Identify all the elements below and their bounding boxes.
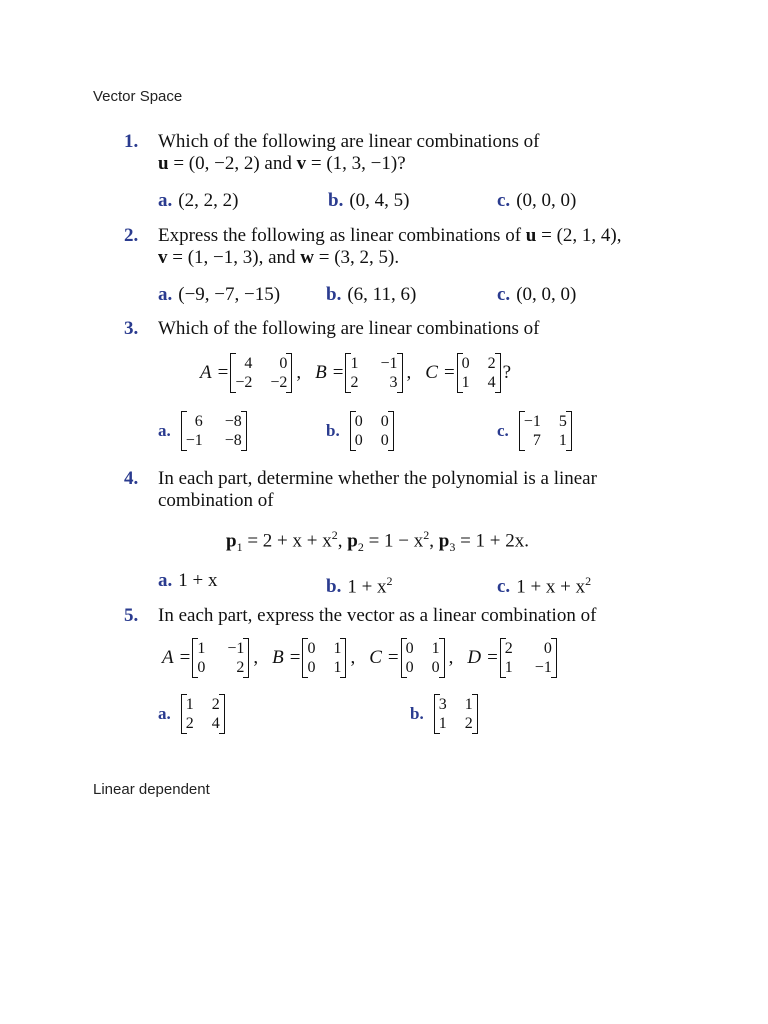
q5-matrix-A-name: A (162, 647, 174, 668)
matrix-cell: 3 (389, 374, 398, 391)
q3-option-a-label: a. (158, 421, 171, 440)
matrix-cell: 6 (194, 413, 203, 430)
q2-text-line2 (158, 247, 399, 269)
q1-option-a-label: a. (158, 190, 173, 211)
matrix-cell: 1 (185, 696, 194, 713)
q4-option-b-label: b. (326, 576, 342, 598)
q4-option-b (326, 570, 393, 598)
matrix-cell: 7 (532, 432, 541, 449)
q4-p2-eq: = 1 − x (363, 530, 424, 552)
q1-option-b-text: (0, 4, 5) (349, 190, 410, 211)
q4-p2-exp: 2 (423, 528, 430, 542)
q4-option-a (158, 570, 217, 592)
q5-matrix-D (500, 638, 557, 678)
q3-option-a (158, 411, 249, 451)
q5-option-a-label: a. (158, 704, 171, 723)
matrix-cell: 0 (405, 659, 414, 676)
q2-text: Express the following as linear combinations of (158, 225, 526, 246)
matrix-cell: 0 (431, 659, 440, 676)
q1-option-b-label: b. (328, 190, 344, 211)
q3-comma-A: , (296, 362, 302, 383)
q4-option-c-text: 1 + x + x (516, 576, 586, 598)
matrix-cell: 2 (236, 659, 245, 676)
q2-option-c (497, 284, 576, 306)
matrix-cell: −1 (534, 659, 552, 676)
q3-matrix-equation (200, 353, 511, 393)
q5-option-a-matrix (181, 694, 225, 734)
q3-option-c-matrix (519, 411, 572, 451)
q3-matrix-B-name: B (315, 362, 327, 383)
q4-p1-label: p (226, 530, 237, 552)
q2-u-eq: = (2, 1, 4), (536, 225, 622, 246)
matrix-cell: 2 (504, 640, 513, 657)
q3-number: 3. (124, 318, 139, 339)
q4-option-b-exp: 2 (386, 574, 393, 588)
q2-v-eq: = (1, −1, 3), and (167, 247, 301, 268)
q4-polynomials (226, 524, 529, 558)
q5-eq-sign-A: = (179, 647, 191, 668)
matrix-cell: 0 (405, 640, 414, 657)
q1-option-b (328, 190, 409, 212)
matrix-cell: −1 (523, 413, 541, 430)
q1-number: 1. (124, 131, 139, 152)
q5-comma-B: , (350, 647, 356, 668)
q4-p3-sub: 3 (449, 540, 456, 555)
q3-question-mark: ? (502, 362, 512, 383)
matrix-cell: 0 (354, 413, 363, 430)
q3-option-c-label: c. (497, 421, 509, 440)
q1-text-line1: Which of the following are linear combinations of (158, 131, 540, 152)
matrix-cell: 0 (354, 432, 363, 449)
matrix-cell: 0 (307, 659, 316, 676)
q2-number: 2. (124, 225, 139, 246)
q4-p1-sub: 1 (236, 540, 243, 555)
matrix-cell: 1 (461, 374, 470, 391)
q3-option-a-matrix (181, 411, 247, 451)
q3-option-b-matrix (350, 411, 394, 451)
matrix-cell: 0 (279, 355, 288, 372)
matrix-cell: 2 (211, 696, 220, 713)
q5-matrix-C (401, 638, 445, 678)
q4-option-c (497, 570, 591, 598)
q1-v-eq: = (1, 3, −1)? (306, 153, 406, 174)
matrix-cell: 5 (558, 413, 567, 430)
q1-option-c (497, 190, 576, 212)
q2-w-eq: = (3, 2, 5). (314, 247, 400, 268)
q5-eq-sign-C: = (387, 647, 399, 668)
q4-sep-2: , (429, 530, 439, 552)
section-heading-linear-dependent: Linear dependent (93, 781, 210, 798)
q3-option-b (326, 411, 396, 451)
q4-option-c-exp: 2 (585, 574, 592, 588)
q3-comma-B: , (406, 362, 412, 383)
q5-matrix-C-name: C (369, 647, 382, 668)
q3-eq-sign-A: = (217, 362, 229, 383)
matrix-cell: 1 (333, 659, 342, 676)
q2-option-c-label: c. (497, 284, 511, 305)
q3-matrix-B (345, 353, 402, 393)
q4-p3-label: p (438, 530, 450, 552)
matrix-cell: 1 (197, 640, 206, 657)
q5-matrix-D-name: D (467, 647, 482, 668)
q5-matrix-B-name: B (272, 647, 284, 668)
q5-number: 5. (124, 605, 139, 626)
matrix-cell: −1 (227, 640, 245, 657)
q2-option-b (326, 284, 416, 306)
q3-text-line1: Which of the following are linear combinations of (158, 318, 540, 339)
q5-option-b (410, 694, 480, 734)
matrix-cell: 0 (380, 413, 389, 430)
matrix-cell: 1 (431, 640, 440, 657)
matrix-cell: 1 (558, 432, 567, 449)
matrix-cell: −1 (380, 355, 398, 372)
q5-option-b-label: b. (410, 704, 424, 723)
q2-option-c-text: (0, 0, 0) (516, 284, 577, 305)
matrix-cell: 2 (464, 715, 473, 732)
q4-option-a-text: 1 + x (178, 570, 218, 591)
matrix-cell: 4 (244, 355, 253, 372)
q3-matrix-A (230, 353, 292, 393)
matrix-cell: 0 (543, 640, 552, 657)
q4-text-line2: combination of (158, 490, 274, 511)
q5-text-line1: In each part, express the vector as a linear combination of (158, 605, 597, 626)
q1-option-a (158, 190, 238, 212)
matrix-cell: 2 (350, 374, 359, 391)
q2-option-b-text: (6, 11, 6) (347, 284, 417, 305)
q4-option-c-label: c. (497, 576, 511, 598)
matrix-cell: 3 (438, 696, 447, 713)
q4-sep-1: , (337, 530, 348, 552)
matrix-cell: 1 (350, 355, 359, 372)
q4-p2-label: p (347, 530, 358, 552)
q5-comma-A: , (253, 647, 259, 668)
q4-p3-eq: = 1 + 2x. (455, 530, 530, 552)
q2-option-a-text: (−9, −7, −15) (178, 284, 281, 305)
matrix-cell: −8 (224, 413, 242, 430)
matrix-cell: 1 (333, 640, 342, 657)
matrix-cell: 1 (438, 715, 447, 732)
q5-matrix-A (192, 638, 249, 678)
q2-v-label: v (158, 247, 168, 268)
matrix-cell: 2 (487, 355, 496, 372)
q1-option-a-text: (2, 2, 2) (178, 190, 239, 211)
q5-comma-C: , (448, 647, 454, 668)
matrix-cell: 0 (197, 659, 206, 676)
q2-w-label: w (300, 247, 315, 268)
page-heading: Vector Space (93, 88, 183, 105)
matrix-cell: 0 (307, 640, 316, 657)
q3-eq-sign-C: = (443, 362, 455, 383)
matrix-cell: 1 (504, 659, 513, 676)
matrix-cell: 0 (380, 432, 389, 449)
q1-u-eq: = (0, −2, 2) and (168, 153, 297, 174)
q4-p1-eq: = 2 + x + x (242, 530, 332, 552)
q3-eq-sign-B: = (332, 362, 344, 383)
q4-p1-exp: 2 (331, 528, 338, 542)
q3-option-c (497, 411, 574, 451)
q5-option-a (158, 694, 227, 734)
q3-matrix-C-name: C (425, 362, 438, 383)
q3-option-b-label: b. (326, 421, 340, 440)
matrix-cell: −2 (235, 374, 253, 391)
q1-text-line2 (158, 153, 406, 175)
matrix-cell: 1 (464, 696, 473, 713)
matrix-cell: 4 (211, 715, 220, 732)
q4-text-line1: In each part, determine whether the polynomial is a linear (158, 468, 597, 489)
q5-matrix-equation (162, 638, 559, 678)
q1-v-label: v (296, 153, 307, 174)
q2-text-line1 (158, 225, 622, 247)
matrix-cell: −8 (224, 432, 242, 449)
q4-option-a-label: a. (158, 570, 173, 591)
q4-p2-sub: 2 (357, 540, 364, 555)
matrix-cell: −1 (185, 432, 203, 449)
q1-option-c-text: (0, 0, 0) (516, 190, 577, 211)
q1-option-c-label: c. (497, 190, 511, 211)
matrix-cell: 2 (185, 715, 194, 732)
q3-matrix-A-name: A (200, 362, 212, 383)
q3-matrix-C (457, 353, 501, 393)
q5-option-b-matrix (434, 694, 478, 734)
matrix-cell: −2 (270, 374, 288, 391)
q2-option-a-label: a. (158, 284, 173, 305)
q5-eq-sign-B: = (289, 647, 301, 668)
q5-eq-sign-D: = (487, 647, 498, 668)
matrix-cell: 0 (461, 355, 470, 372)
q1-u-label: u (158, 153, 169, 174)
q4-option-b-text: 1 + x (347, 576, 387, 598)
matrix-cell: 4 (487, 374, 496, 391)
q2-u-label: u (525, 225, 537, 246)
q4-number: 4. (124, 468, 139, 489)
q2-option-b-label: b. (326, 284, 342, 305)
q5-matrix-B (302, 638, 346, 678)
q2-option-a (158, 284, 280, 306)
